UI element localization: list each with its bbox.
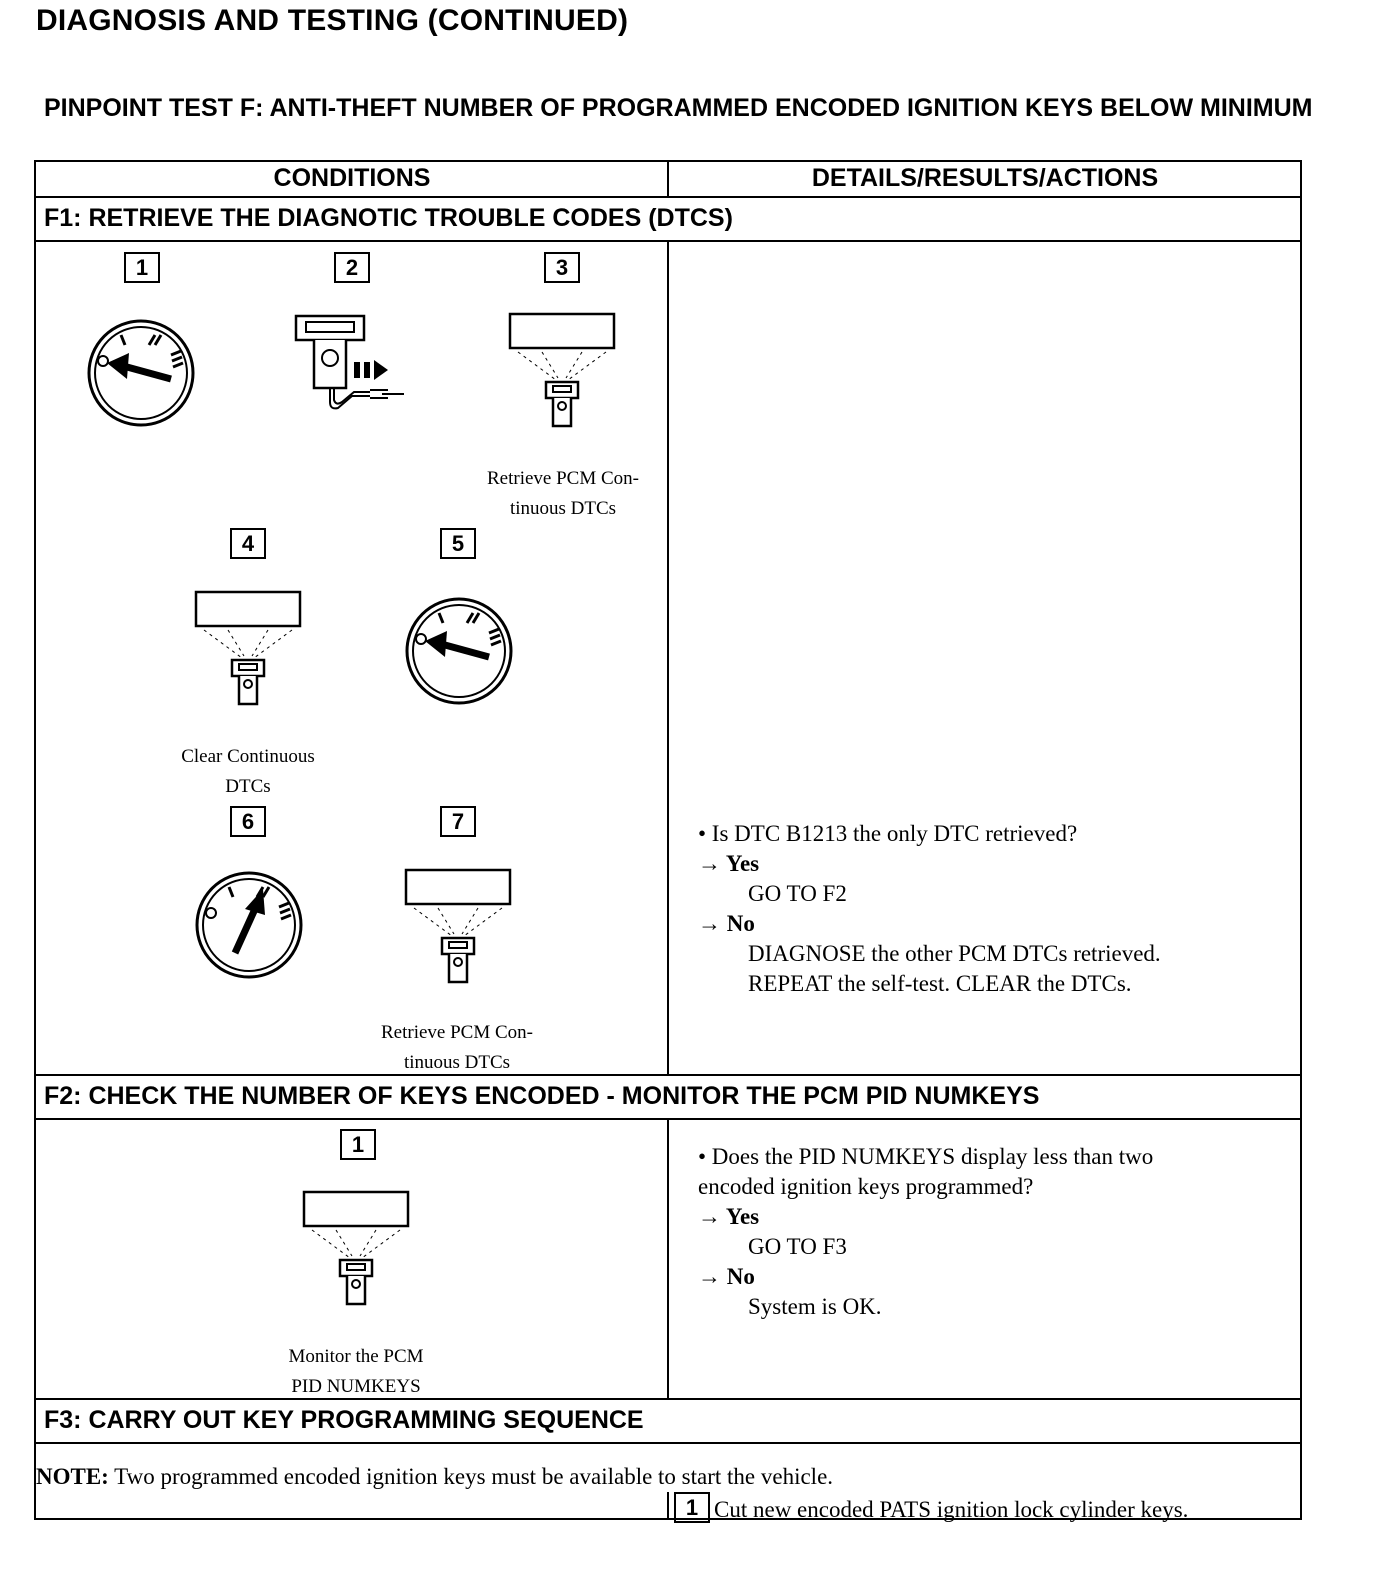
- f3-step-title: F3: CARRY OUT KEY PROGRAMMING SEQUENCE: [44, 1406, 644, 1434]
- scan-tool-connect-icon: [292, 312, 422, 432]
- f1-step-4-number: 4: [230, 528, 266, 559]
- f2-step-title: F2: CHECK THE NUMBER OF KEYS ENCODED - MONITOR THE PCM PID NUMKEYS: [44, 1082, 1040, 1110]
- note-label: NOTE:: [36, 1464, 109, 1489]
- f2-step-1-number: 1: [340, 1129, 376, 1160]
- f1-step-4-caption: Clear Continuous DTCs: [181, 746, 315, 797]
- f1-step-6-number: 6: [230, 806, 266, 837]
- f1-step-7-caption: Retrieve PCM Con- tinuous DTCs: [381, 1022, 533, 1073]
- conditions-column-header: CONDITIONS: [273, 164, 431, 192]
- ignition-switch-icon: [404, 596, 514, 706]
- scan-tool-icon: [304, 1192, 408, 1308]
- scan-tool-icon: [196, 592, 300, 708]
- f2-question-1: • Does the PID NUMKEYS display less than two: [698, 1144, 1154, 1169]
- f1-step-3-caption: Retrieve PCM Con- tinuous DTCs: [487, 468, 639, 519]
- ignition-switch-icon: [86, 318, 196, 428]
- f1-step-3-number: 3: [544, 252, 580, 283]
- page-title: DIAGNOSIS AND TESTING (CONTINUED): [36, 4, 629, 37]
- f1-question: • Is DTC B1213 the only DTC retrieved?: [698, 821, 1078, 846]
- pinpoint-test-table: [34, 160, 1302, 1520]
- f2-results: [698, 1142, 1288, 1322]
- f3-step-1-text: Cut new encoded PATS ignition lock cylinder keys.: [714, 1497, 1189, 1522]
- f1-step-2-number: 2: [334, 252, 370, 283]
- ignition-switch-icon: [194, 870, 304, 980]
- f1-step-1-number: 1: [124, 252, 160, 283]
- f1-yes-label: → Yes: [698, 851, 760, 876]
- f1-yes-action: GO TO F2: [748, 881, 847, 906]
- f2-step-1-caption: Monitor the PCM PID NUMKEYS: [288, 1346, 424, 1397]
- f1-no-label: → No: [698, 911, 755, 936]
- f3-step-1: [668, 1494, 1188, 1525]
- f2-yes-action: GO TO F3: [748, 1234, 847, 1259]
- f1-no-action-1: DIAGNOSE the other PCM DTCs retrieved.: [748, 941, 1161, 966]
- scan-tool-icon: [406, 870, 510, 986]
- f1-no-action-2: REPEAT the self-test. CLEAR the DTCs.: [748, 971, 1132, 996]
- f1-step-5-number: 5: [440, 528, 476, 559]
- f2-yes-label: → Yes: [698, 1204, 760, 1229]
- f2-question-2: encoded ignition keys programmed?: [698, 1174, 1034, 1199]
- f2-no-label: → No: [698, 1264, 755, 1289]
- details-column-header: DETAILS/RESULTS/ACTIONS: [811, 164, 1159, 192]
- f3-note: [36, 1464, 833, 1490]
- f2-no-action: System is OK.: [748, 1294, 882, 1319]
- note-text: Two programmed encoded ignition keys must be available to start the vehicle.: [108, 1464, 834, 1489]
- scan-tool-icon: [510, 314, 614, 430]
- f1-step-7-number: 7: [440, 806, 476, 837]
- f3-step-1-number: 1: [674, 1492, 710, 1523]
- f1-results: [698, 819, 1288, 999]
- f1-step-title: F1: RETRIEVE THE DIAGNOTIC TROUBLE CODES (DTCS): [44, 204, 733, 232]
- pinpoint-test-title: PINPOINT TEST F: ANTI-THEFT NUMBER OF PROGRAMMED ENCODED IGNITION KEYS BELOW MINIMUM: [44, 94, 1313, 122]
